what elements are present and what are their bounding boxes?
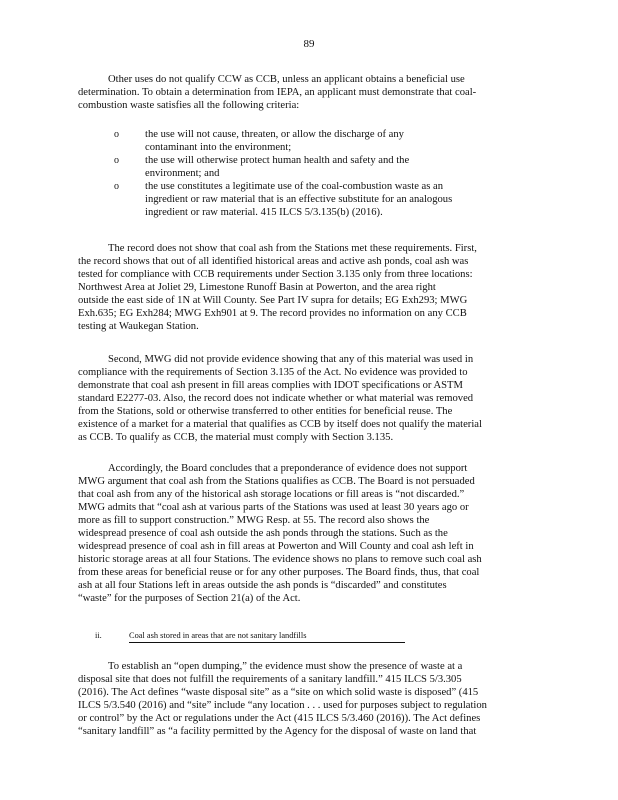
criteria-list: [112, 128, 552, 219]
second-paragraph: [78, 353, 546, 444]
conclusion-line: more as fill to support construction.” MWG Resp. at 55. The record also shows the: [78, 515, 430, 526]
conclusion-line: ash at all four Stations left in areas outside the ash ponds is “discarded” and constitutes: [78, 580, 447, 591]
intro-paragraph: [78, 73, 546, 112]
criteria-line: ingredient or raw material that is an effective substitute for an analogous: [145, 194, 453, 205]
criteria-item: [112, 128, 552, 154]
conclusion-line: MWG argument that coal ash from the Stations qualifies as CCB. The Board is not persuaded: [78, 476, 475, 487]
intro-line-3: combustion waste satisfies all the following criteria:: [78, 100, 300, 111]
subheading-number: ii.: [95, 631, 102, 640]
conclusion-line: historic storage areas at all four Stations. The evidence shows no plans to remove such coal ash: [78, 554, 482, 565]
criteria-line: the use constitutes a legitimate use of the coal-combustion waste as an: [145, 181, 444, 192]
conclusion-line: from these areas for beneficial reuse or for any other purposes. The Board finds, thus, that coal: [78, 567, 480, 578]
record-line: the record shows that out of all identified historical areas and active ash ponds, coal ash was: [78, 256, 469, 267]
dumping-line: “sanitary landfill” as “a facility permitted by the Agency for the disposal of waste on land that: [78, 726, 477, 737]
record-line: testing at Waukegan Station.: [78, 321, 199, 332]
conclusion-line: Accordingly, the Board concludes that a preponderance of evidence does not support: [108, 463, 468, 474]
criteria-line: ingredient or raw material. 415 ILCS 5/3.135(b) (2016).: [145, 207, 383, 218]
conclusion-paragraph: [78, 462, 546, 605]
criteria-line: contaminant into the environment;: [145, 142, 292, 153]
conclusion-line: widespread presence of coal ash in fill areas at Powerton and Will County and coal ash left in: [78, 541, 474, 552]
second-line: demonstrate that coal ash present in fill areas complies with IDOT specifications or ASTM: [78, 380, 463, 391]
conclusion-line: that coal ash from any of the historical ash storage locations or fill areas is “not discarded.”: [78, 489, 465, 500]
record-line: The record does not show that coal ash from the Stations met these requirements. First,: [108, 243, 477, 254]
second-line: standard E2277-03. Also, the record does not indicate whether or what material was removed: [78, 393, 474, 404]
record-line: tested for compliance with CCB requirements under Section 3.135 only from three locations:: [78, 269, 473, 280]
second-line: Second, MWG did not provide evidence showing that any of this material was used in: [108, 354, 474, 365]
bullet-circle-icon: o: [114, 181, 119, 192]
bullet-circle-icon: o: [114, 129, 119, 140]
record-line: Northwest Area at Joliet 29, Limestone Runoff Basin at Powerton, and the area right: [78, 282, 436, 293]
record-line: Exh.635; EG Exh284; MWG Exh901 at 9. The record provides no information on any CCB: [78, 308, 467, 319]
criteria-line: the use will otherwise protect human health and safety and the: [145, 155, 410, 166]
page-number: 89: [303, 38, 315, 50]
second-line: existence of a market for a material that qualifies as CCB by itself does not qualify the material: [78, 419, 482, 430]
second-line: compliance with the requirements of Section 3.135 of the Act. No evidence was provided to: [78, 367, 468, 378]
subheading-title: Coal ash stored in areas that are not sanitary landfills: [129, 631, 405, 643]
intro-line-2: determination. To obtain a determination from IEPA, an applicant must demonstrate that coal-: [78, 87, 477, 98]
dumping-line: To establish an “open dumping,” the evidence must show the presence of waste at a: [108, 661, 463, 672]
bullet-circle-icon: o: [114, 155, 119, 166]
dumping-line: (2016). The Act defines “waste disposal site” as a “site on which solid waste is disposed” (415: [78, 687, 479, 698]
conclusion-line: widespread presence of coal ash outside the ash ponds through the stations. Such as the: [78, 528, 448, 539]
dumping-line: ILCS 5/3.540 (2016) and “site” include “any location . . . used for purposes subject to regulation: [78, 700, 487, 711]
criteria-line: environment; and: [145, 168, 220, 179]
record-line: outside the east side of 1N at Will County. See Part IV supra for details; EG Exh293; MWG: [78, 295, 468, 306]
second-line: from the Stations, sold or otherwise transferred to other entities for beneficial reuse. The: [78, 406, 453, 417]
record-paragraph: [78, 242, 546, 333]
dumping-paragraph: [78, 660, 546, 738]
criteria-item: [112, 154, 552, 180]
dumping-line: or control” by the Act or regulations under the Act (415 ILCS 5/3.460 (2016)). The Act defines: [78, 713, 481, 724]
dumping-line: disposal site that does not fulfill the requirements of a sanitary landfill.” 415 ILCS 5/3.305: [78, 674, 462, 685]
criteria-item: [112, 180, 552, 219]
conclusion-line: “waste” for the purposes of Section 21(a) of the Act.: [78, 593, 301, 604]
conclusion-line: MWG admits that “coal ash at various parts of the Stations was used at least 30 years ago or: [78, 502, 469, 513]
criteria-line: the use will not cause, threaten, or allow the discharge of any: [145, 129, 404, 140]
second-line: as CCB. To qualify as CCB, the material must comply with Section 3.135.: [78, 432, 394, 443]
intro-line-1: Other uses do not qualify CCW as CCB, unless an applicant obtains a beneficial use: [108, 74, 465, 85]
section-subheading: [95, 631, 415, 643]
